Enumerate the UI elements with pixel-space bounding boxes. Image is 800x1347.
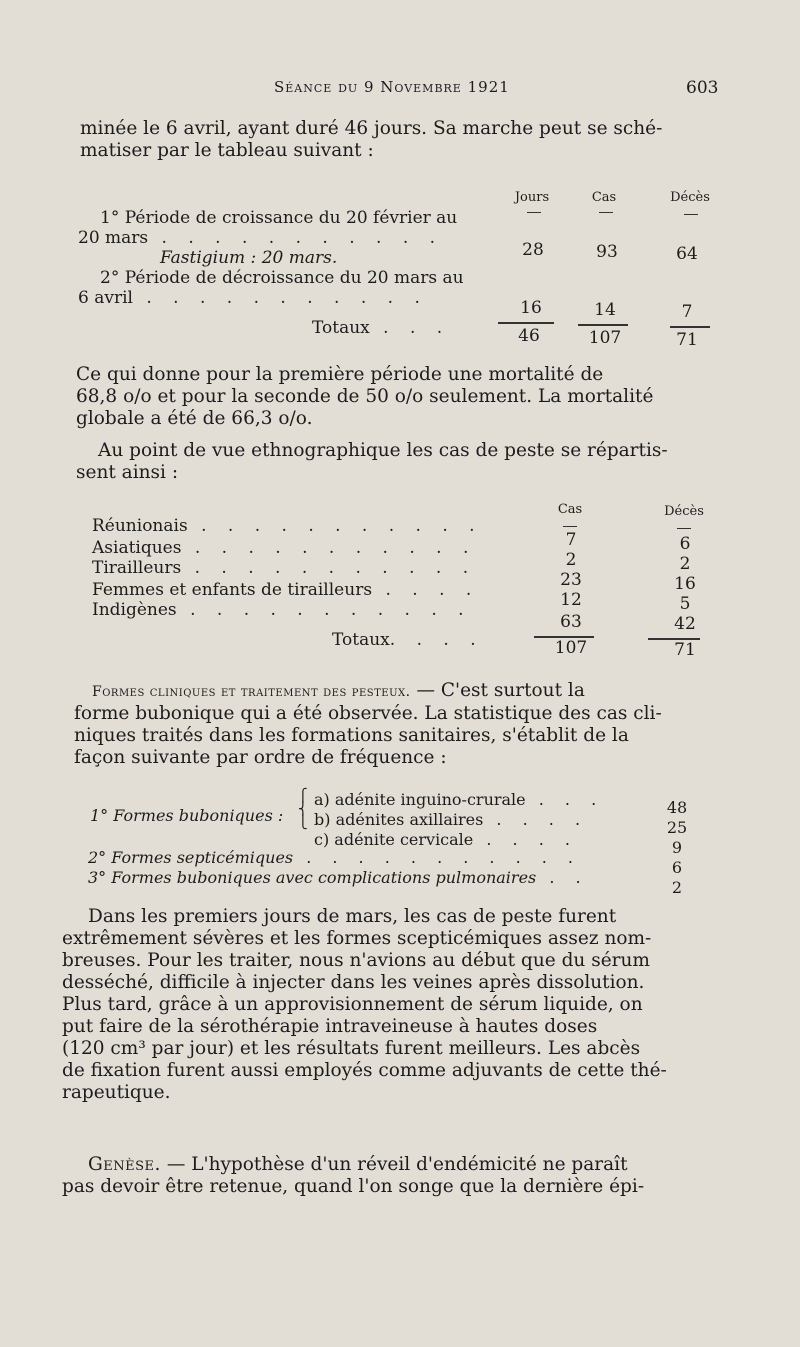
page-number: 603: [686, 78, 719, 98]
header-title: Séance du 9 Novembre 1921: [274, 78, 510, 96]
ethno-paragraph: [76, 440, 724, 484]
row2-jours: 16: [520, 298, 542, 318]
total-rule: [498, 322, 554, 324]
row2-label-b: 6 avril . . . . . . . . . . .: [78, 288, 428, 308]
text-line: matiser par le tableau suivant :: [80, 140, 374, 161]
dash: [599, 212, 613, 213]
ethno-deces: 6: [679, 534, 691, 554]
text-line: breuses. Pour les traiter, nous n'avions au début que du sérum: [62, 950, 650, 971]
total-deces: 71: [674, 640, 696, 660]
ethno-cas: 12: [560, 590, 582, 610]
text-line: Dans les premiers jours de mars, les cas de peste furent: [88, 906, 617, 927]
col-header-cas: Cas: [591, 190, 617, 205]
text-line: [74, 680, 726, 703]
ethno-label: Réunionais: [92, 516, 188, 536]
sub-form-row: a) adénite inguino-crurale . . .: [314, 790, 605, 809]
ethno-cas: 23: [560, 570, 582, 590]
text-line: globale a été de 66,3 o/o.: [76, 408, 313, 429]
septicemic-value: 6: [671, 858, 683, 877]
text-line: forme bubonique qui a été observée. La statistique des cas cli-: [74, 703, 662, 724]
septicemic-row: 2° Formes septicémiques . . . . . . . . . . .: [88, 848, 582, 867]
total-rule: [670, 326, 710, 328]
pulmonary-label: 3° Formes buboniques avec complications pulmonaires: [88, 868, 537, 887]
total-rule: [578, 324, 628, 326]
text-line: minée le 6 avril, ayant duré 46 jours. Sa marche peut se sché-: [80, 118, 663, 139]
ethno-deces: 42: [674, 614, 696, 634]
ethno-row: Asiatiques . . . . . . . . . . .: [92, 538, 477, 558]
row2-deces: 7: [681, 302, 693, 322]
ethno-label: Femmes et enfants de tirailleurs: [92, 580, 373, 600]
pulmonary-value: 2: [671, 878, 683, 897]
ethno-label: Asiatiques: [92, 538, 182, 558]
ethno-deces: 2: [679, 554, 691, 574]
heading-continuation: — L'hypothèse d'un réveil d'endémicité ne paraît: [166, 1154, 628, 1175]
fastigium-note: Fastigium : 20 mars.: [160, 248, 338, 268]
text-line: Ce qui donne pour la première période une mortalité de: [76, 364, 604, 385]
dash: [527, 212, 541, 213]
formes-buboniques-label: 1° Formes buboniques :: [90, 806, 284, 825]
total-jours: 46: [518, 326, 540, 346]
row1-label-b: 20 mars . . . . . . . . . . .: [78, 228, 444, 248]
row1-label-a: 1° Période de croissance du 20 février au: [100, 208, 458, 228]
text-line: Plus tard, grâce à un approvisionnement de sérum liquide, on: [62, 994, 643, 1015]
total-cas: 107: [554, 638, 588, 658]
intro-paragraph: [80, 118, 720, 162]
text-line: 68,8 o/o et pour la seconde de 50 o/o seulement. La mortalité: [76, 386, 654, 407]
sub-form-value: 48: [666, 798, 688, 817]
text-line: sent ainsi :: [76, 462, 179, 483]
dash: [677, 528, 691, 529]
sub-form-label: b) adénites axillaires: [314, 810, 484, 829]
ethno-row: Indigènes . . . . . . . . . . .: [92, 600, 472, 620]
row2-label-b-text: 6 avril: [78, 288, 133, 308]
totals-label-text: Totaux: [332, 630, 390, 650]
row1-label-b-text: 20 mars: [78, 228, 149, 248]
ethno-label: Tirailleurs: [92, 558, 182, 578]
row1-jours: 28: [522, 240, 544, 260]
text-line: façon suivante par ordre de fréquence :: [74, 747, 447, 768]
sub-form-label: c) adénite cervicale: [314, 830, 474, 849]
ethno-label: Indigènes: [92, 600, 177, 620]
ethno-row: Réunionais . . . . . . . . . . .: [92, 516, 483, 536]
col-header-cas: Cas: [557, 502, 583, 517]
col-header-jours: Jours: [514, 190, 550, 205]
row1-deces: 64: [676, 244, 698, 264]
ethno-cas: 63: [560, 612, 582, 632]
text-line: Au point de vue ethnographique les cas de peste se répartis-: [98, 440, 668, 461]
totals-label: Totaux . . .: [312, 318, 451, 338]
text-line: (120 cm³ par jour) et les résultats furent meilleurs. Les abcès: [62, 1038, 641, 1059]
ethno-deces: 16: [674, 574, 696, 594]
col-header-deces: Décès: [670, 190, 710, 205]
mortality-paragraph: [76, 364, 724, 430]
heading-continuation: — C'est surtout la: [416, 680, 585, 701]
text-line: rapeutique.: [62, 1082, 171, 1103]
totals-label: Totaux. . . .: [332, 630, 484, 650]
ethno-cas: 2: [565, 550, 577, 570]
sub-form-row: c) adénite cervicale . . . .: [314, 830, 578, 849]
text-line: de fixation furent aussi employés comme adjuvants de cette thé-: [62, 1060, 667, 1081]
sub-form-value: 9: [671, 838, 683, 857]
total-deces: 71: [676, 330, 698, 350]
sub-form-label: a) adénite inguino-crurale: [314, 790, 526, 809]
dash: [563, 526, 577, 527]
clinical-forms-paragraph: [74, 680, 726, 769]
dash: [684, 214, 698, 215]
genese-paragraph: [62, 1154, 726, 1198]
brace: ⎧ ⎨ ⎩: [298, 789, 308, 830]
text-line: pas devoir être retenue, quand l'on songe que la dernière épi-: [62, 1176, 645, 1197]
text-line: desséché, difficile à injecter dans les veines après dissolution.: [62, 972, 645, 993]
section-heading: Formes cliniques et traitement des pesteux.: [92, 684, 411, 700]
text-line: niques traités dans les formations sanitaires, s'établit de la: [74, 725, 629, 746]
ethno-row: Femmes et enfants de tirailleurs . . . .: [92, 580, 480, 600]
ethno-row: Tirailleurs . . . . . . . . . . .: [92, 558, 477, 578]
ethno-cas: 7: [565, 530, 577, 550]
section-heading: Genèse.: [88, 1154, 161, 1175]
totals-label-text: Totaux: [312, 318, 370, 338]
ethno-deces: 5: [679, 594, 691, 614]
text-line: put faire de la sérothérapie intraveineuse à hautes doses: [62, 1016, 598, 1037]
sub-form-row: b) adénites axillaires . . . .: [314, 810, 589, 829]
text-line: extrêmement sévères et les formes scepticémiques assez nom-: [62, 928, 652, 949]
row2-cas: 14: [594, 300, 616, 320]
septicemic-label: 2° Formes septicémiques: [88, 848, 294, 867]
col-header-deces: Décès: [664, 504, 704, 519]
sub-form-value: 25: [666, 818, 688, 837]
treatment-paragraph: [62, 906, 726, 1104]
text-line: [62, 1154, 726, 1176]
row1-cas: 93: [596, 242, 618, 262]
row2-label-a: 2° Période de décroissance du 20 mars au: [100, 268, 464, 288]
pulmonary-row: 3° Formes buboniques avec complications pulmonaires . .: [88, 868, 589, 887]
total-cas: 107: [588, 328, 622, 348]
